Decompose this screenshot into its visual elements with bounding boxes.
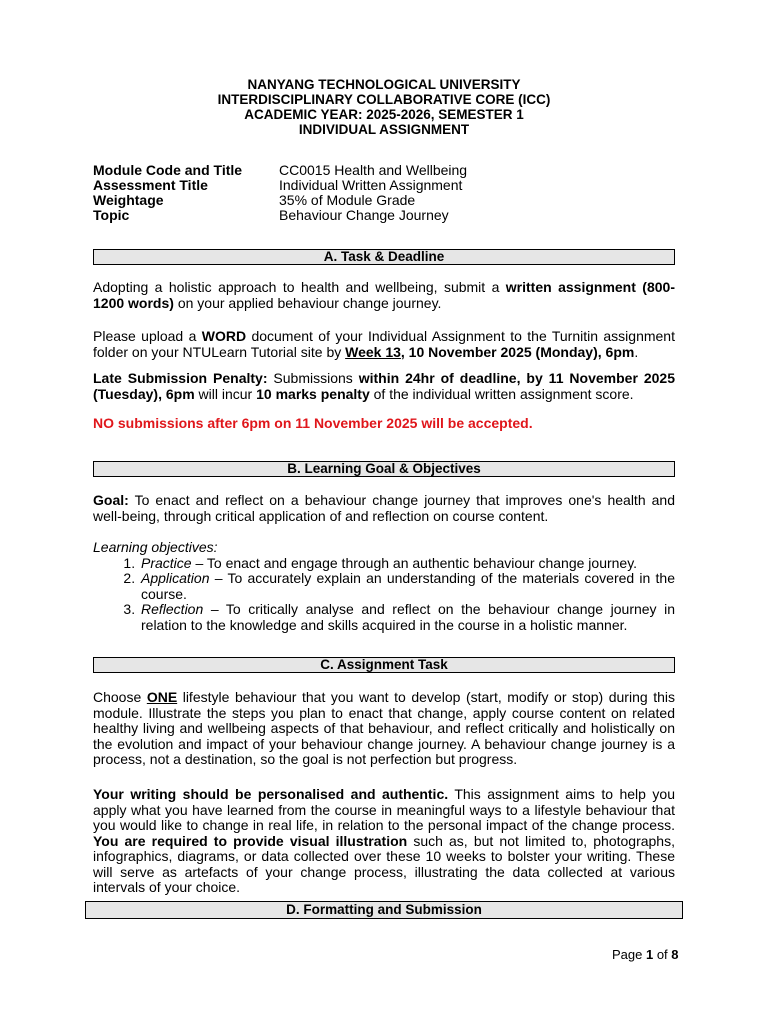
section-c-paragraph-1 bbox=[93, 690, 675, 768]
text-run: lifestyle behaviour that you want to develop (start, modify or stop) during this module. Illustrate the steps you plan to enact that change, apply course content on related healthy living and wellbeing aspects of that behaviour, and reflect critically and holistically on the evolution and impact of your behaviour change journey. A behaviour change journey is a process, not a destination, so the goal is not perfection but progress. bbox=[93, 689, 675, 767]
text-run: of the individual written assignment score. bbox=[369, 385, 634, 402]
section-d-heading: D. Formatting and Submission bbox=[85, 901, 683, 919]
text-run: such as, but not limited to, photographs, infographics, diagrams, or data collected over these 10 weeks to bolster your writing. These will serve as artefacts of your change process, illustrating the data collected at various intervals of your choice. bbox=[93, 832, 675, 895]
objective-name: Reflection bbox=[141, 601, 204, 617]
core-name: INTERDISCIPLINARY COLLABORATIVE CORE (ICC) bbox=[217, 92, 551, 107]
text-run: . bbox=[634, 343, 639, 360]
deadline-date: , 10 November 2025 (Monday), 6pm bbox=[400, 343, 635, 360]
list-item bbox=[139, 571, 675, 602]
text-run-bold: 10 marks penalty bbox=[256, 385, 370, 402]
goal-text: To enact and reflect on a behaviour change journey that improves one's health and well-being, through critical application of and reflection on course content. bbox=[93, 492, 675, 524]
page-total: 8 bbox=[671, 947, 679, 962]
goal-label: Goal: bbox=[93, 492, 129, 508]
section-a-paragraph-2 bbox=[93, 329, 675, 360]
no-late-submission-warning: NO submissions after 6pm on 11 November 2025 will be accepted. bbox=[93, 415, 533, 431]
text-run-bold: You are required to provide visual illustration bbox=[93, 832, 408, 849]
assignment-type: INDIVIDUAL ASSIGNMENT bbox=[298, 122, 470, 137]
late-penalty-paragraph bbox=[93, 371, 675, 402]
academic-year: ACADEMIC YEAR: 2025-2026, SEMESTER 1 bbox=[244, 107, 524, 122]
module-info-table bbox=[93, 163, 467, 223]
module-info-key: Topic bbox=[93, 207, 130, 223]
text-run: Please upload a bbox=[93, 328, 202, 344]
module-info-key: Assessment Title bbox=[93, 177, 208, 193]
section-a-paragraph-1 bbox=[93, 280, 675, 311]
module-info-row bbox=[93, 163, 467, 178]
learning-objectives bbox=[93, 540, 675, 633]
text-run: Choose bbox=[93, 689, 147, 705]
module-info-row bbox=[93, 178, 467, 193]
text-run-bold: WORD bbox=[201, 328, 247, 344]
objective-text: – To critically analyse and reflect on the behaviour change journey in relation to the knowledge and skills acquired in the course in a holistic manner. bbox=[141, 601, 675, 633]
page-number: 1 bbox=[645, 947, 654, 962]
text-run: This assignment aims to help you apply what you have learned from the course in meaningful ways to a lifestyle behaviour that you would like to change in real life, in relation to the personal impact of the change process. bbox=[93, 786, 675, 833]
page-label: Page bbox=[612, 947, 646, 962]
objective-name: Practice bbox=[141, 554, 192, 571]
text-run: will incur bbox=[194, 385, 257, 402]
text-run-bold: within 24hr of deadline, by 11 November 2025 (Tuesday), 6pm bbox=[93, 370, 675, 402]
module-info-value: 35% of Module Grade bbox=[279, 192, 416, 208]
module-info-value: Behaviour Change Journey bbox=[279, 207, 449, 223]
document-header bbox=[93, 77, 675, 137]
page-footer bbox=[612, 947, 679, 963]
text-run: Submissions bbox=[267, 370, 359, 386]
section-a-heading: A. Task & Deadline bbox=[93, 249, 675, 265]
objective-text: – To enact and engage through an authentic behaviour change journey. bbox=[191, 554, 638, 571]
text-run: document of your Individual Assignment to the Turnitin assignment folder on your NTULearn Tutorial site by bbox=[93, 328, 675, 360]
learning-objectives-label: Learning objectives: bbox=[93, 539, 218, 555]
text-run-bold: Your writing should be personalised and authentic. bbox=[93, 786, 449, 802]
list-item bbox=[139, 556, 675, 572]
objective-name: Application bbox=[141, 570, 210, 586]
module-info-row bbox=[93, 208, 467, 223]
module-info-value: Individual Written Assignment bbox=[279, 177, 463, 193]
text-run: on your applied behaviour change journey. bbox=[173, 294, 442, 311]
text-run: Adopting a holistic approach to health and wellbeing, submit a bbox=[93, 279, 506, 295]
module-info-value: CC0015 Health and Wellbeing bbox=[279, 162, 468, 178]
section-c-heading: C. Assignment Task bbox=[93, 657, 675, 673]
module-info-key: Weightage bbox=[93, 192, 164, 208]
university-name: NANYANG TECHNOLOGICAL UNIVERSITY bbox=[247, 77, 521, 92]
module-info-key: Module Code and Title bbox=[93, 162, 243, 178]
list-item bbox=[139, 602, 675, 633]
deadline-week: Week 13 bbox=[345, 343, 401, 360]
objectives-list bbox=[93, 556, 675, 634]
text-run-bold: Late Submission Penalty: bbox=[93, 370, 268, 386]
text-run-bold: ONE bbox=[146, 689, 178, 705]
objective-text: – To accurately explain an understanding of the materials covered in the course. bbox=[141, 570, 675, 602]
text-run-bold: written assignment (800-1200 words) bbox=[93, 279, 675, 311]
section-c-paragraph-2 bbox=[93, 787, 675, 896]
module-info-row bbox=[93, 193, 467, 208]
page-of-label: of bbox=[653, 947, 672, 962]
section-b-heading: B. Learning Goal & Objectives bbox=[93, 461, 675, 477]
goal-paragraph bbox=[93, 493, 675, 524]
